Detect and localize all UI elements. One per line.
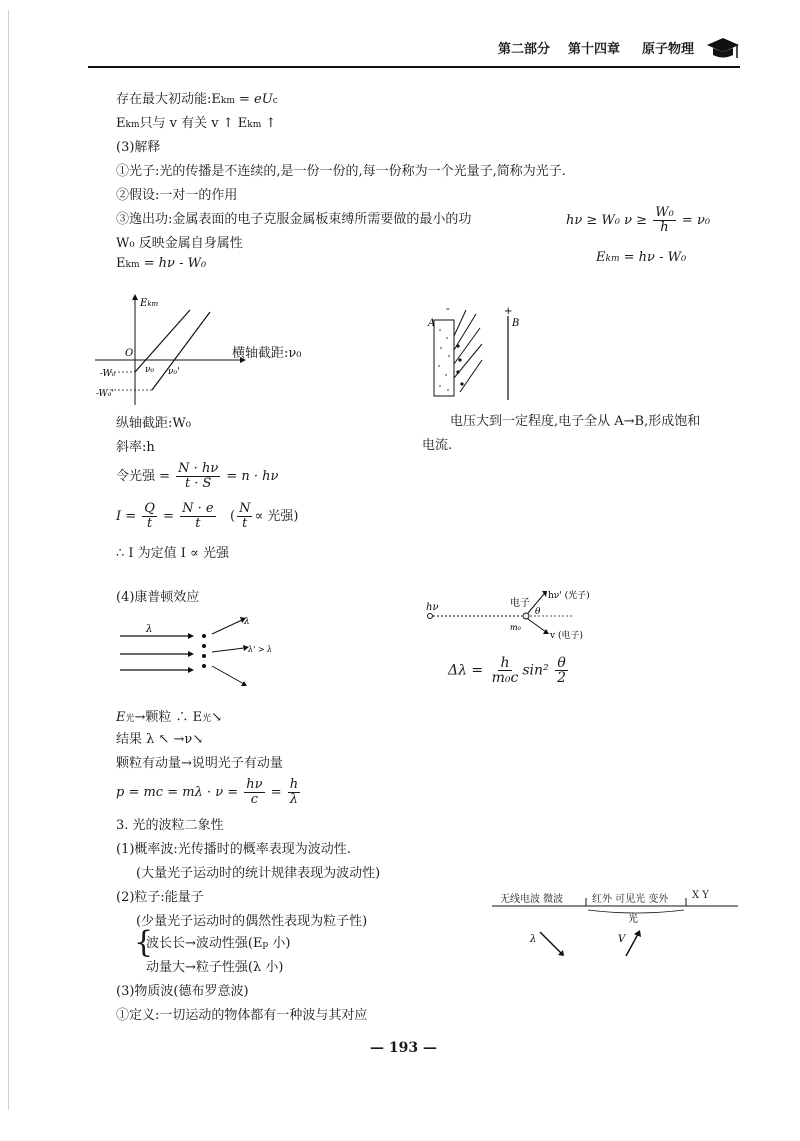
graph-y-label: Ekm: [140, 298, 159, 309]
spectrum-labels-left: 无线电波 微波: [500, 894, 564, 905]
page-edge-line: [8, 10, 9, 1110]
duality-long-wavelength: 波长长→波动性强(Ep 小): [146, 936, 291, 951]
collision-hv: hν: [426, 602, 439, 613]
spectrum-axis: [490, 898, 740, 968]
graph-line-1: [135, 310, 190, 372]
explain-photon: ①光子:光的传播是不连续的,是一份一份的,每一份称为一个光量子,简称为光子.: [116, 164, 566, 179]
collision-scattered-photon: hν' (光子): [548, 591, 590, 601]
spectrum-lambda: λ: [530, 934, 537, 945]
threshold-formula: hν ≥ W₀ ν ≥ $\frac{\text{W₀}}{h}$ = ν₀: [566, 205, 711, 235]
plate-a-sign: -: [446, 302, 450, 315]
plate-b-label: B: [512, 318, 520, 329]
scattered-lambda-top: λ: [244, 617, 250, 627]
compton-momentum: 颗粒有动量→说明光子有动量: [116, 756, 283, 771]
light-intensity-formula: 令光强 = $\frac{N \cdot h\nu}{t \cdot S}$ = n · hν: [116, 461, 279, 491]
plate-a: [434, 320, 454, 396]
duality-brace: {: [134, 925, 154, 960]
header-part: 第二部分: [498, 42, 551, 57]
duality-particle-note: (少量光子运动时的偶然性表现为粒子性): [136, 914, 368, 929]
intro-line-1: 存在最大初动能:Ekm = eUc: [116, 92, 278, 107]
duality-wave-note: (大量光子运动时的统计规律表现为波动性): [136, 866, 381, 881]
collision-theta: θ: [535, 607, 541, 617]
explain-w0: W₀ 反映金属自身属性: [116, 236, 243, 251]
header-subject: 原子物理: [642, 42, 695, 57]
graph-w0: -W₀: [100, 369, 116, 379]
graph-origin: O: [125, 348, 134, 359]
ekm-formula-right: Ekm = hν - W₀: [596, 250, 687, 265]
matter-wave-definition: ①定义:一切运动的物体都有一种波与其对应: [116, 1008, 368, 1023]
header-rule: [88, 66, 740, 68]
spectrum-light: 光: [628, 914, 638, 925]
collision-m0: m₀: [510, 623, 521, 632]
explain-work-function: ③逸出功:金属表面的电子克服金属板束缚所需要做的最小的功: [116, 212, 472, 227]
ekm-frequency-graph: [90, 290, 250, 410]
collision-electron-out: v (电子): [550, 631, 583, 641]
saturation-caption-1: 电压大到一定程度,电子全从 A→B,形成饱和: [450, 414, 701, 429]
compton-scatter-diagram: [116, 612, 273, 692]
current-formula: I = $\frac{Q}{t}$ = $\frac{N \cdot e}{t}$ ( $\frac{N}{t}$ ∝ 光强): [116, 501, 299, 531]
explain-assumption: ②假设:一对一的作用: [116, 188, 238, 203]
graph-v0-prime: ν₀': [168, 367, 180, 377]
photoelectric-plates-diagram: [420, 300, 530, 405]
plate-b-sign: +: [504, 306, 513, 317]
collision-electron: 电子: [510, 598, 530, 609]
explain-heading: (3)解释: [116, 140, 161, 155]
graph-v0: ν₀: [145, 365, 155, 375]
matter-wave-heading: (3)物质波(德布罗意波): [116, 984, 249, 999]
duality-probability-wave: (1)概率波:光传播时的概率表现为波动性.: [116, 842, 351, 857]
vertical-intercept-note: 纵轴截距:W₀: [116, 416, 191, 431]
therefore-line: ∴ I 为定值 I ∝ 光强: [116, 546, 230, 561]
compton-collision-diagram: [422, 586, 612, 646]
spectrum-labels-mid: 红外 可见光 变外: [592, 894, 669, 905]
compton-shift-formula: Δλ = $\frac{h}{\text{m₀c}}$ sin² $\frac{\theta}{2}$: [448, 655, 567, 686]
momentum-formula: p = mc = mλ · ν = $\frac{h\nu}{c}$ = $\frac{h}{\lambda}$: [116, 777, 299, 807]
plate-a-label: A: [428, 318, 436, 329]
slope-note: 斜率:h: [116, 440, 155, 455]
graduation-cap-icon: [705, 36, 741, 62]
graph-w0-prime: -W₀': [96, 389, 114, 399]
duality-heading: 3. 光的波粒二象性: [116, 818, 224, 833]
page-number: — 193 —: [370, 1040, 437, 1056]
spectrum-nu: V: [618, 934, 626, 945]
explain-ekm: Ekm = hν - W₀: [116, 256, 207, 271]
compton-result: 结果 λ ↖ →ν↘: [116, 732, 204, 747]
scattered-lambda-prime: λ' > λ: [248, 645, 273, 654]
saturation-caption-2: 电流.: [422, 438, 453, 453]
incoming-lambda: λ: [146, 624, 153, 635]
header-chapter: 第十四章: [568, 42, 621, 57]
horizontal-intercept-note: 横轴截距:ν₀: [232, 346, 302, 361]
graph-line-2: [152, 312, 210, 390]
intro-line-2: Ekm只与 v 有关 v ↑ Ekm ↑: [116, 116, 277, 131]
spectrum-labels-right: X Y: [692, 890, 709, 901]
compton-heading: (4)康普顿效应: [116, 590, 200, 605]
compton-energy-line: E光→颗粒 ∴ E光↘: [116, 710, 223, 725]
duality-particle: (2)粒子:能量子: [116, 890, 204, 905]
duality-large-momentum: 动量大→粒子性强(λ 小): [146, 960, 284, 975]
